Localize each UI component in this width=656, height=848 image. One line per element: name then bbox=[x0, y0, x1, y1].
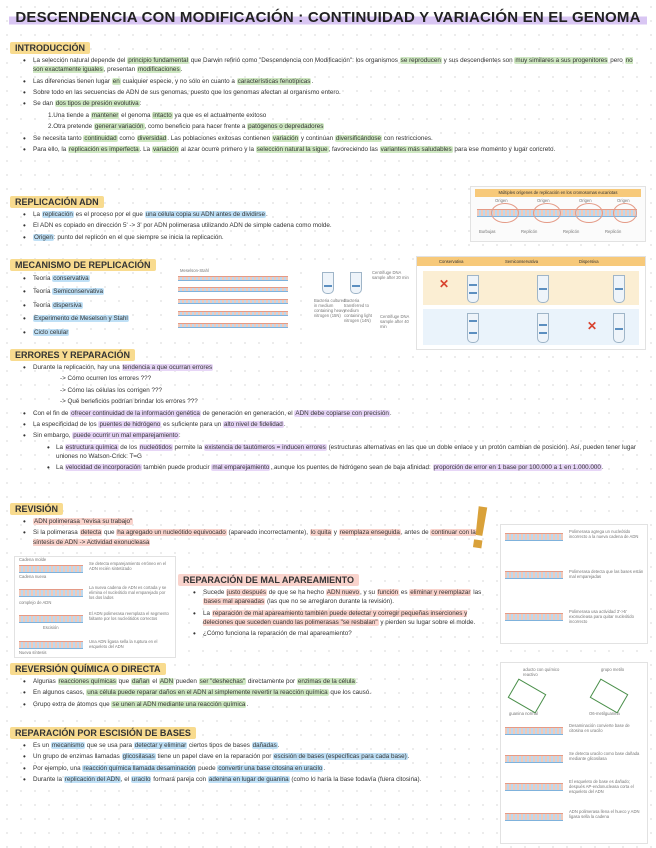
text: Sucede bbox=[203, 589, 227, 596]
highlighted-text: Semiconservativa bbox=[53, 288, 103, 296]
errores-list bbox=[20, 363, 638, 475]
text: La especificidad de los bbox=[33, 420, 99, 428]
text: . bbox=[311, 77, 314, 85]
highlighted-text: diversificándose bbox=[335, 134, 381, 142]
text: Teoría bbox=[33, 288, 53, 296]
highlighted-text: Experimento de Meselson y Stahl bbox=[34, 315, 128, 323]
mr-dna-3 bbox=[19, 615, 83, 623]
text: y sus descendientes son bbox=[441, 57, 515, 64]
be-dna-3 bbox=[505, 783, 563, 791]
text: puede bbox=[196, 764, 218, 772]
highlighted-text: estructura química bbox=[65, 443, 118, 451]
highlighted-text: justo después bbox=[227, 589, 266, 596]
intro-item bbox=[20, 77, 640, 86]
text: . bbox=[407, 753, 410, 761]
flask-heavy bbox=[322, 272, 334, 294]
highlighted-text: puentes de hidrógeno bbox=[99, 420, 161, 428]
be-top-label-1: aducto con químico reactivo bbox=[523, 667, 560, 677]
mr-label-5: Nueva síntesis bbox=[19, 650, 47, 655]
exclamation-icon: ! bbox=[465, 492, 495, 563]
result-tube-1 bbox=[467, 275, 479, 303]
pr-caption-2: Polimerasa detecta que las bases están mal emparejadas bbox=[569, 569, 644, 579]
replicacion-figure-title: Múltiples orígenes de replicación en los cromosomas eucariotas bbox=[475, 189, 641, 197]
intro-item bbox=[20, 88, 640, 97]
highlighted-text: dañan bbox=[131, 678, 150, 685]
section-heading-intro: INTRODUCCIÓN bbox=[10, 42, 90, 54]
highlighted-text: reacción química llamada desaminación bbox=[83, 764, 196, 772]
replicacion-item bbox=[20, 221, 465, 230]
highlighted-text: adenina en lugar de guanina bbox=[208, 776, 289, 784]
methylguanine-ring bbox=[590, 678, 629, 713]
model-strand-1 bbox=[178, 276, 288, 281]
replicacion-figure bbox=[470, 186, 646, 242]
base-excision-figure bbox=[500, 662, 648, 844]
highlighted-text: eliminar y reemplazar bbox=[410, 589, 471, 596]
origin-label-3: Origen bbox=[579, 198, 592, 203]
highlighted-text: reemplaza enseguida bbox=[339, 529, 400, 537]
replicon-label-2: Replicón bbox=[563, 229, 580, 234]
text: de generación en generación, el bbox=[200, 409, 295, 417]
escision-item bbox=[20, 741, 490, 750]
replication-bubble-1 bbox=[491, 203, 519, 223]
text: el bbox=[150, 678, 159, 685]
highlighted-text: reacciones químicas bbox=[58, 678, 116, 685]
replication-bubble-4 bbox=[613, 203, 637, 223]
mr-caption-4: Una ADN ligasa sella la ruptura en el esqueleto del ADN bbox=[89, 639, 158, 649]
result-tube-6 bbox=[613, 313, 625, 343]
errores-item bbox=[20, 463, 638, 472]
model-strand-5 bbox=[178, 323, 288, 328]
reversion-list bbox=[20, 677, 490, 711]
errores-item bbox=[20, 386, 638, 395]
intro-item bbox=[20, 122, 640, 131]
highlighted-text: ADN polimerasa "revisa su trabajo" bbox=[34, 518, 133, 525]
text: , como beneficio para hacer frente a bbox=[144, 123, 248, 131]
text: es el proceso por el que bbox=[73, 211, 145, 218]
text: el genoma bbox=[119, 111, 153, 119]
highlighted-text: se reproducen bbox=[400, 57, 441, 64]
highlighted-text: mal emparejamiento bbox=[212, 464, 270, 472]
escision-item bbox=[20, 752, 490, 761]
text: -> Cómo las células los corrigen ??? bbox=[60, 386, 163, 394]
page-title-text: DESCENDENCIA CON MODIFICACIÓN : CONTINUIDAD Y VARIACIÓN EN EL GENOMA bbox=[9, 9, 646, 26]
mr-label-4: Escisión bbox=[43, 625, 59, 630]
highlighted-text: replicación bbox=[42, 211, 73, 218]
highlighted-text: selección natural la sigue bbox=[256, 145, 328, 153]
text: Es un bbox=[33, 742, 51, 749]
mr-caption-1: Se detecta emparejamiento erróneo en el ADN recién sintetizado bbox=[89, 561, 167, 571]
text: pero bbox=[608, 57, 625, 64]
section-heading-escision: REPARACIÓN POR ESCISIÓN DE BASES bbox=[10, 727, 196, 739]
text: Un grupo de enzimas llamadas bbox=[33, 753, 122, 761]
highlighted-text: mantener bbox=[91, 111, 119, 119]
text: para ese momento y lugar concreto. bbox=[452, 145, 556, 153]
section-heading-reparacion-mal: REPARACIÓN DE MAL APAREAMIENTO bbox=[178, 574, 359, 586]
highlighted-text: continuidad bbox=[84, 134, 117, 142]
results-row-1 bbox=[423, 271, 639, 305]
text: de los bbox=[118, 443, 139, 451]
text: formará pareja con bbox=[151, 776, 208, 784]
escision-list bbox=[20, 741, 490, 787]
reparacion-mal-list bbox=[190, 588, 496, 641]
mecanismo-item bbox=[20, 313, 170, 324]
text: Algunas bbox=[33, 678, 58, 685]
reparacion_mal-item bbox=[190, 609, 496, 627]
reversion-item bbox=[20, 700, 490, 709]
text: . La bbox=[139, 145, 152, 153]
text: La bbox=[56, 443, 65, 451]
replication-bubble-3 bbox=[575, 203, 603, 223]
pr-caption-1: Polimerasa agrega un nucleótido incorrecto a la nueva cadena de ADN bbox=[569, 529, 639, 539]
highlighted-text: variantes más saludables bbox=[380, 145, 452, 153]
text: : bbox=[139, 100, 142, 108]
highlighted-text: detecta bbox=[80, 529, 102, 537]
text: también puede producir bbox=[141, 464, 212, 472]
text: Durante la bbox=[33, 776, 64, 784]
cross-mark-1: ✕ bbox=[439, 277, 450, 291]
model-strand-3 bbox=[178, 299, 288, 304]
text: 1.Una tiende a bbox=[48, 111, 91, 119]
pr-caption-3: Polimerasa usa actividad 3'->5' exonucleasa para quitar nucleótido incorrecto bbox=[569, 609, 634, 624]
be-caption-3: El esqueleto de base es dañado; después AP-endonucleasa corta el esqueleto del ADN bbox=[569, 779, 634, 794]
text: Por ejemplo, una bbox=[33, 764, 83, 772]
mr-caption-2: La nueva cadena de ADN es cortada y se elimina el nucleótido mal emparejado por los dos lados bbox=[89, 585, 167, 600]
text: . bbox=[601, 464, 604, 472]
text: Para ello, la bbox=[33, 145, 69, 153]
header-dispersiva: Dispersiva bbox=[579, 259, 599, 264]
be-dna-2 bbox=[505, 755, 563, 763]
text: como bbox=[117, 134, 137, 142]
highlighted-text: ha agregado un nucleótido equivocado bbox=[117, 529, 226, 537]
replicacion-list bbox=[20, 210, 465, 244]
revision-item bbox=[20, 528, 480, 546]
intro-item bbox=[20, 134, 640, 143]
highlighted-text: velocidad de incorporación bbox=[65, 464, 141, 472]
intro-item bbox=[20, 111, 640, 120]
models-figure-caption: Meselson-Stahl bbox=[180, 268, 209, 273]
text: Teoría bbox=[33, 301, 53, 309]
text: que los causó. bbox=[328, 689, 372, 697]
text: es suficiente para un bbox=[161, 420, 223, 428]
highlighted-text: ADN nuevo bbox=[326, 589, 359, 596]
reversion-item bbox=[20, 677, 490, 686]
result-tube-5 bbox=[537, 313, 549, 343]
text: -> Qué beneficios podrían brindar los errores ??? bbox=[60, 398, 198, 406]
text: pueden bbox=[174, 678, 199, 685]
text: El ADN es copiado en dirección 5' -> 3' por ADN polimerasa utilizando ADN de simple cadena como molde. bbox=[33, 222, 332, 230]
mr-caption-3: El ADN polimerasa reemplaza el segmento faltante por los nucleótidos correctos bbox=[89, 611, 169, 621]
highlighted-text: no son exactamente iguales bbox=[33, 57, 633, 74]
pr-dna-1 bbox=[505, 533, 563, 541]
revision-item bbox=[20, 517, 480, 526]
highlighted-text: ADN bbox=[159, 678, 174, 685]
meselson-stahl-tubes bbox=[314, 266, 414, 344]
pr-dna-2 bbox=[505, 571, 563, 579]
text: ciertos tipos de bases bbox=[187, 742, 252, 749]
intro-item bbox=[20, 56, 640, 74]
text: Teoría bbox=[33, 275, 53, 282]
mecanismo-results-figure bbox=[416, 256, 646, 350]
mr-label-2: Cadena nueva bbox=[19, 574, 47, 579]
replicon-label-3: Replicón bbox=[605, 229, 622, 234]
text: Las diferencias tienen lugar bbox=[33, 77, 112, 85]
text: , el bbox=[120, 776, 131, 784]
flask-light bbox=[350, 272, 362, 294]
mecanismo-list bbox=[20, 273, 170, 340]
highlighted-text: variación bbox=[152, 145, 179, 153]
be-caption-4: ADN polimerasa llena el hueco y ADN ligasa sella la cadena bbox=[569, 809, 640, 819]
be-top-label-2: grupo metilo bbox=[601, 667, 625, 672]
text: . bbox=[246, 700, 249, 708]
text: y bbox=[332, 529, 339, 537]
highlighted-text: ofrecer continuidad de la información genética bbox=[71, 409, 200, 417]
text: La bbox=[56, 464, 65, 472]
errores-item bbox=[20, 397, 638, 406]
text: . bbox=[355, 678, 358, 685]
result-tube-3 bbox=[613, 275, 625, 303]
text: : bbox=[178, 432, 181, 440]
be-dna-1 bbox=[505, 727, 563, 735]
section-heading-reversion: REVERSIÓN QUÍMICA O DIRECTA bbox=[10, 663, 166, 675]
mecanismo-item bbox=[20, 327, 170, 338]
text: Sobre todo en las secuencias de ADN de sus genomas, puesto que los genomas afectan al organismo entero. bbox=[33, 88, 341, 96]
errores-item bbox=[20, 363, 638, 372]
highlighted-text: mecanismo bbox=[51, 742, 85, 749]
model-strand-4 bbox=[178, 311, 288, 316]
replicon-label-1: Replicón bbox=[521, 229, 538, 234]
highlighted-text: uracilo bbox=[131, 776, 151, 784]
mecanismo-item bbox=[20, 273, 170, 284]
text: , favoreciendo las bbox=[328, 145, 380, 153]
intro-item bbox=[20, 145, 640, 154]
tube2-caption: Bacteria transferred to medium containing light nitrogen (14N) bbox=[344, 298, 372, 323]
text: Grupo extra de átomos que bbox=[33, 700, 112, 708]
highlighted-text: nucleótidos bbox=[139, 443, 172, 451]
mr-label-1: Cadena molde bbox=[19, 557, 47, 562]
highlighted-text: se unen al ADN mediante una reacción química bbox=[112, 700, 246, 708]
text: 2.Otra pretende bbox=[48, 123, 94, 131]
result-tube-2 bbox=[537, 275, 549, 303]
highlighted-text: diversidad bbox=[137, 134, 167, 142]
be-top-label-3: guanina normal bbox=[509, 711, 538, 716]
highlighted-text: convertir una base citosina en uracilo bbox=[218, 764, 323, 772]
mr-dna-2 bbox=[19, 589, 83, 597]
tube1-caption: Bacteria cultured in medium containing heavy nitrogen (15N) bbox=[314, 298, 346, 318]
text: La bbox=[33, 211, 42, 218]
mr-dna-4 bbox=[19, 641, 83, 649]
highlighted-text: características fenotípicas bbox=[237, 77, 311, 85]
text: de que se ha hecho bbox=[266, 589, 326, 596]
highlighted-text: dispersiva bbox=[53, 301, 82, 309]
text: Sin embargo, bbox=[33, 432, 73, 440]
highlighted-text: escisión de bases (específicas para cada base) bbox=[274, 753, 407, 761]
highlighted-text: variación bbox=[272, 134, 299, 142]
highlighted-text: enzimas de la célula bbox=[297, 678, 355, 685]
mr-label-3: complejo de ADN bbox=[19, 600, 52, 605]
results-row-2 bbox=[423, 309, 639, 345]
escision-item bbox=[20, 764, 490, 773]
text: Si la polimerasa bbox=[33, 529, 80, 537]
model-strand-2 bbox=[178, 287, 288, 292]
reversion-item bbox=[20, 688, 490, 697]
reparacion_mal-item bbox=[190, 588, 496, 606]
text: que se usa para bbox=[85, 742, 134, 749]
errores-item bbox=[20, 409, 638, 418]
text: . bbox=[265, 211, 268, 218]
text: -> Cómo ocurren los errores ??? bbox=[60, 375, 152, 383]
header-semiconservativa: Semiconservativa bbox=[505, 259, 539, 264]
centrifuge-caption: Centrifuge DNA sample after 20 min bbox=[372, 270, 409, 280]
cross-mark-2: ✕ bbox=[587, 319, 598, 333]
page-title bbox=[0, 9, 656, 26]
mecanismo-models-figure bbox=[168, 268, 296, 332]
text: , antes de bbox=[400, 529, 431, 537]
replication-bubble-2 bbox=[533, 203, 561, 223]
highlighted-text: lo quita bbox=[310, 529, 332, 537]
text: . bbox=[323, 764, 326, 772]
text: permite la bbox=[172, 443, 204, 451]
section-heading-revision: REVISIÓN bbox=[10, 503, 63, 515]
text: que bbox=[116, 678, 131, 685]
reparacion_mal-item bbox=[190, 629, 496, 638]
text: cualquier especie, y no sólo en cuanto a bbox=[120, 77, 237, 85]
highlighted-text: puede ocurrir un mal emparejamiento bbox=[73, 432, 178, 440]
intro-item bbox=[20, 99, 640, 108]
section-heading-replicacion: REPLICACIÓN ADN bbox=[10, 196, 104, 208]
mismatch-repair-figure bbox=[14, 556, 176, 658]
highlighted-text: tendencia a que ocurran errores bbox=[122, 364, 213, 371]
text: al azar ocurre primero y la bbox=[179, 145, 256, 153]
highlighted-text: proporción de error en 1 base por 100.000 a 1 en 1.000.000 bbox=[433, 464, 601, 472]
text: Se dan bbox=[33, 100, 55, 108]
text: y continúan bbox=[299, 134, 335, 142]
replicacion-item bbox=[20, 210, 465, 219]
text: , y su bbox=[360, 589, 377, 596]
text: : punto del replicón en el que siempre se inicia la replicación. bbox=[53, 233, 224, 241]
highlighted-text: ser "deshechas" bbox=[199, 678, 246, 685]
highlighted-text: reparación de mal apareamiento también puede detectar y corregir pequeñas inserciones y deleciones que suceden cuando las polimerasas "se resbalan" bbox=[203, 609, 468, 626]
guanine-ring bbox=[508, 678, 547, 713]
text: . Las poblaciones exitosas contienen bbox=[167, 134, 272, 142]
errores-item bbox=[20, 431, 638, 440]
text: ya que es el actualmente exitoso bbox=[172, 111, 267, 119]
text: las bbox=[471, 589, 482, 596]
highlighted-text: generar variación bbox=[94, 123, 144, 131]
be-dna-4 bbox=[505, 813, 563, 821]
text: (las que no se arreglaron durante la revisión). bbox=[265, 598, 395, 606]
highlighted-text: principio fundamental bbox=[128, 57, 189, 64]
text: tiene un papel clave en la reparación por bbox=[155, 753, 274, 761]
highlighted-text: dañadas bbox=[252, 742, 277, 749]
text: , aunque los puentes de hidrógeno sean de baja afinidad: bbox=[270, 464, 433, 472]
proofreading-figure bbox=[500, 524, 648, 644]
text: (como lo haría la base todavía (fuera citosina). bbox=[289, 776, 422, 784]
highlighted-text: intacto bbox=[153, 111, 172, 119]
errores-item bbox=[20, 420, 638, 429]
highlighted-text: continuar con la síntesis de ADN -> Actividad exonucleasa bbox=[33, 529, 476, 546]
pr-dna-3 bbox=[505, 613, 563, 621]
highlighted-text: conservativa bbox=[53, 275, 89, 282]
origin-label-4: Origen bbox=[617, 198, 630, 203]
highlighted-text: dos tipos de presión evolutiva bbox=[55, 100, 139, 108]
text: . bbox=[180, 66, 183, 74]
highlighted-text: función bbox=[377, 589, 399, 596]
highlighted-text: glicosilasas bbox=[122, 753, 155, 761]
text: , presentan bbox=[103, 66, 137, 74]
mr-dna-1 bbox=[19, 565, 83, 573]
mecanismo-item bbox=[20, 286, 170, 297]
highlighted-text: ADN debe copiarse con precisión bbox=[295, 409, 389, 417]
highlighted-text: bases mal apareadas bbox=[204, 598, 265, 606]
text: Con el fin de bbox=[33, 409, 71, 417]
text: y pierden su lugar sobre el molde. bbox=[378, 618, 476, 626]
revision-list bbox=[20, 517, 480, 549]
text: En algunos casos, bbox=[33, 689, 87, 697]
highlighted-text: en bbox=[112, 77, 120, 85]
text: . bbox=[283, 420, 286, 428]
text: con restricciones. bbox=[382, 134, 433, 142]
be-caption-1: Desaminación convierte base de citosina en uracilo bbox=[569, 723, 630, 733]
text: (apareado incorrectamente), bbox=[226, 529, 310, 537]
text: que Darwin refirió como "Descendencia con Modificación": los organismos bbox=[189, 57, 400, 64]
text: que bbox=[102, 529, 117, 537]
highlighted-text: una célula puede reparar daños en el ADN al simplemente revertir la reacción química bbox=[87, 689, 328, 697]
result-tube-4 bbox=[467, 313, 479, 343]
highlighted-text: muy similares a sus progenitores bbox=[515, 57, 608, 64]
highlighted-text: replicación del ADN bbox=[64, 776, 120, 784]
text: Durante la replicación, hay una bbox=[33, 364, 122, 371]
highlighted-text: Ciclo celular bbox=[34, 328, 69, 336]
escision-item bbox=[20, 775, 490, 784]
replicacion-item bbox=[20, 233, 465, 242]
text: ¿Cómo funciona la reparación de mal apareamiento? bbox=[203, 630, 352, 638]
centrifuge2-caption: Centrifuge DNA sample after 40 min bbox=[380, 314, 410, 329]
origin-label-1: Origen bbox=[495, 198, 508, 203]
origin-label-2: Origen bbox=[537, 198, 550, 203]
highlighted-text: detectar y eliminar bbox=[134, 742, 187, 749]
text: La selección natural depende del bbox=[33, 57, 128, 64]
errores-item bbox=[20, 443, 638, 461]
text: (estructuras alternativas en las que un doble enlace y un protón cambian de posición). Así, pueden tener lugar uniones no Watson-Crick: T=G bbox=[56, 443, 636, 460]
highlighted-text: existencia de tautómeros = inducen errores bbox=[204, 443, 326, 451]
section-heading-mecanismo: MECANISMO DE REPLICACIÓN bbox=[10, 259, 156, 271]
mecanismo-item bbox=[20, 300, 170, 311]
text: Se necesita tanto bbox=[33, 134, 84, 142]
highlighted-text: Origen bbox=[34, 233, 53, 241]
section-heading-errores: ERRORES Y REPARACIÓN bbox=[10, 349, 135, 361]
header-conservativa: Conservativa bbox=[439, 259, 464, 264]
highlighted-text: replicación es imperfecta bbox=[69, 145, 139, 153]
text: . bbox=[389, 409, 392, 417]
highlighted-text: patógenos o depredadores bbox=[248, 123, 324, 131]
highlighted-text: alto nivel de fidelidad bbox=[224, 420, 283, 428]
highlighted-text: una célula copia su ADN antes de dividirse bbox=[145, 211, 265, 218]
text: es bbox=[399, 589, 410, 596]
text: La bbox=[203, 609, 212, 617]
text: directamente por bbox=[246, 678, 297, 685]
be-top-label-4: O6-metilguanina bbox=[589, 711, 620, 716]
highlighted-text: modificaciones bbox=[137, 66, 180, 74]
intro-list bbox=[20, 56, 640, 156]
be-caption-2: Se detecta uracilo como base dañada mediante glicosilasa bbox=[569, 751, 640, 761]
errores-item bbox=[20, 374, 638, 383]
text: . bbox=[277, 742, 280, 749]
bubble-label: Burbujas bbox=[479, 229, 496, 234]
